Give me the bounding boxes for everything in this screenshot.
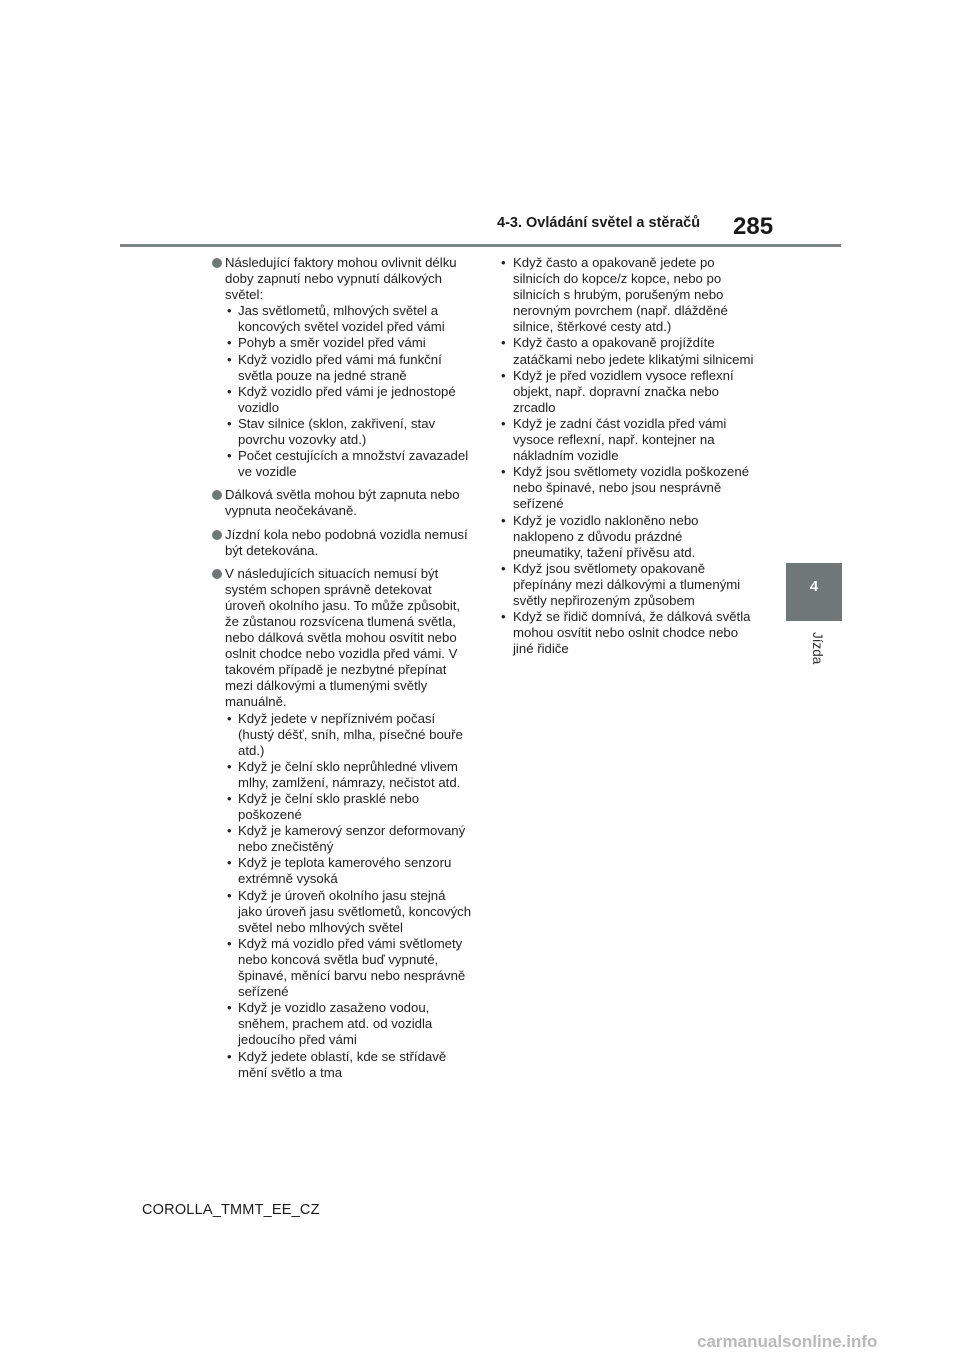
chapter-title: Jízda — [810, 632, 825, 665]
page-number: 285 — [733, 213, 774, 240]
list-item: • Když často a opakovaně projíždíte zatáčkami nebo jedete klikatými silnicemi — [492, 335, 754, 367]
document-code: COROLLA_TMMT_EE_CZ — [142, 1202, 320, 1218]
watermark[interactable]: carmanualsonline.info — [697, 1332, 878, 1351]
right-column — [492, 255, 754, 657]
list-item: • Když je zadní část vozidla před vámi vysoce reflexní, např. kontejner na nákladním vozidle — [492, 416, 754, 464]
header-divider — [120, 244, 841, 247]
list-item: • Počet cestujících a množství zavazadel ve vozidle — [225, 448, 473, 480]
bullet-dot-icon — [212, 530, 222, 540]
bullet-dot-icon — [212, 490, 222, 500]
list-item: • Když jsou světlomety vozidla poškozené nebo špinavé, nebo jsou nesprávně seřízené — [492, 464, 754, 512]
list-item: • Když je vozidlo nakloněno nebo naklopeno z důvodu prázdné pneumatiky, tažení přívěsu atd. — [492, 513, 754, 561]
note-paragraph — [211, 255, 473, 480]
list-item: • Stav silnice (sklon, zakřivení, stav povrchu vozovky atd.) — [225, 416, 473, 448]
note-intro: Dálková světla mohou být zapnuta nebo vypnuta neočekávaně. — [225, 487, 460, 519]
note-paragraph — [211, 527, 473, 559]
bullet-list — [492, 255, 754, 657]
list-item: • Když je před vozidlem vysoce reflexní objekt, např. dopravní značka nebo zrcadlo — [492, 368, 754, 416]
bullet-dot-icon — [212, 258, 222, 268]
section-title: 4-3. Ovládání světel a stěračů — [497, 215, 701, 231]
list-item: • Když je teplota kamerového senzoru extrémně vysoká — [225, 855, 473, 887]
list-item: • Když vozidlo před vámi má funkční světla pouze na jedné straně — [225, 352, 473, 384]
list-item: • Když jedete oblastí, kde se střídavě mění světlo a tma — [225, 1049, 473, 1081]
bullet-dot-icon — [212, 569, 222, 579]
list-item: • Když je úroveň okolního jasu stejná jako úroveň jasu světlometů, koncových světel nebo mlhových světel — [225, 888, 473, 936]
list-item: • Když vozidlo před vámi je jednostopé vozidlo — [225, 384, 473, 416]
list-item: • Když je vozidlo zasaženo vodou, sněhem, prachem atd. od vozidla jedoucího před vámi — [225, 1000, 473, 1048]
list-item: • Když jedete v nepříznivém počasí (hustý déšť, sníh, mlha, písečné bouře atd.) — [225, 711, 473, 759]
note-intro: Následující faktory mohou ovlivnit délku doby zapnutí nebo vypnutí dálkových světel: — [225, 255, 457, 303]
list-item: • Když je kamerový senzor deformovaný nebo znečistěný — [225, 823, 473, 855]
list-item: • Když je čelní sklo prasklé nebo poškozené — [225, 791, 473, 823]
note-intro: V následujících situacích nemusí být systém schopen správně detekovat úroveň okolního jasu. To může způsobit, že zůstanou rozsvícena tlumená světla, nebo dálková světla mohou osvítit nebo oslnit chodce nebo vozidla před vámi. V takovém případě je nezbytné přepínat mezi dálkovými a tlumenými světly manuálně. — [225, 565, 461, 710]
note-paragraph — [211, 487, 473, 519]
note-paragraph — [211, 566, 473, 1081]
list-item: • Když často a opakovaně jedete po silnicích do kopce/z kopce, nebo po silnicích s hrubým, porušeným nebo nerovným povrchem (např. dlážděné silnice, štěrkové cesty atd.) — [492, 255, 754, 335]
bullet-list — [225, 711, 473, 1081]
list-item: • Když se řidič domnívá, že dálková světla mohou osvítit nebo oslnit chodce nebo jiné řidiče — [492, 609, 754, 657]
bullet-list — [225, 303, 473, 480]
list-item: • Když je čelní sklo neprůhledné vlivem mlhy, zamlžení, námrazy, nečistot atd. — [225, 759, 473, 791]
left-column — [211, 255, 473, 1088]
list-item: • Jas světlometů, mlhových světel a koncových světel vozidel před vámi — [225, 303, 473, 335]
chapter-number: 4 — [809, 578, 819, 595]
list-item: • Když jsou světlomety opakovaně přepínány mezi dálkovými a tlumenými světly nepřirozeným způsobem — [492, 561, 754, 609]
list-item: • Když má vozidlo před vámi světlomety nebo koncová světla buď vypnuté, špinavé, měnící barvu nebo nesprávně seřízené — [225, 936, 473, 1000]
note-intro: Jízdní kola nebo podobná vozidla nemusí být detekována. — [225, 526, 468, 558]
list-item: • Pohyb a směr vozidel před vámi — [225, 335, 473, 351]
